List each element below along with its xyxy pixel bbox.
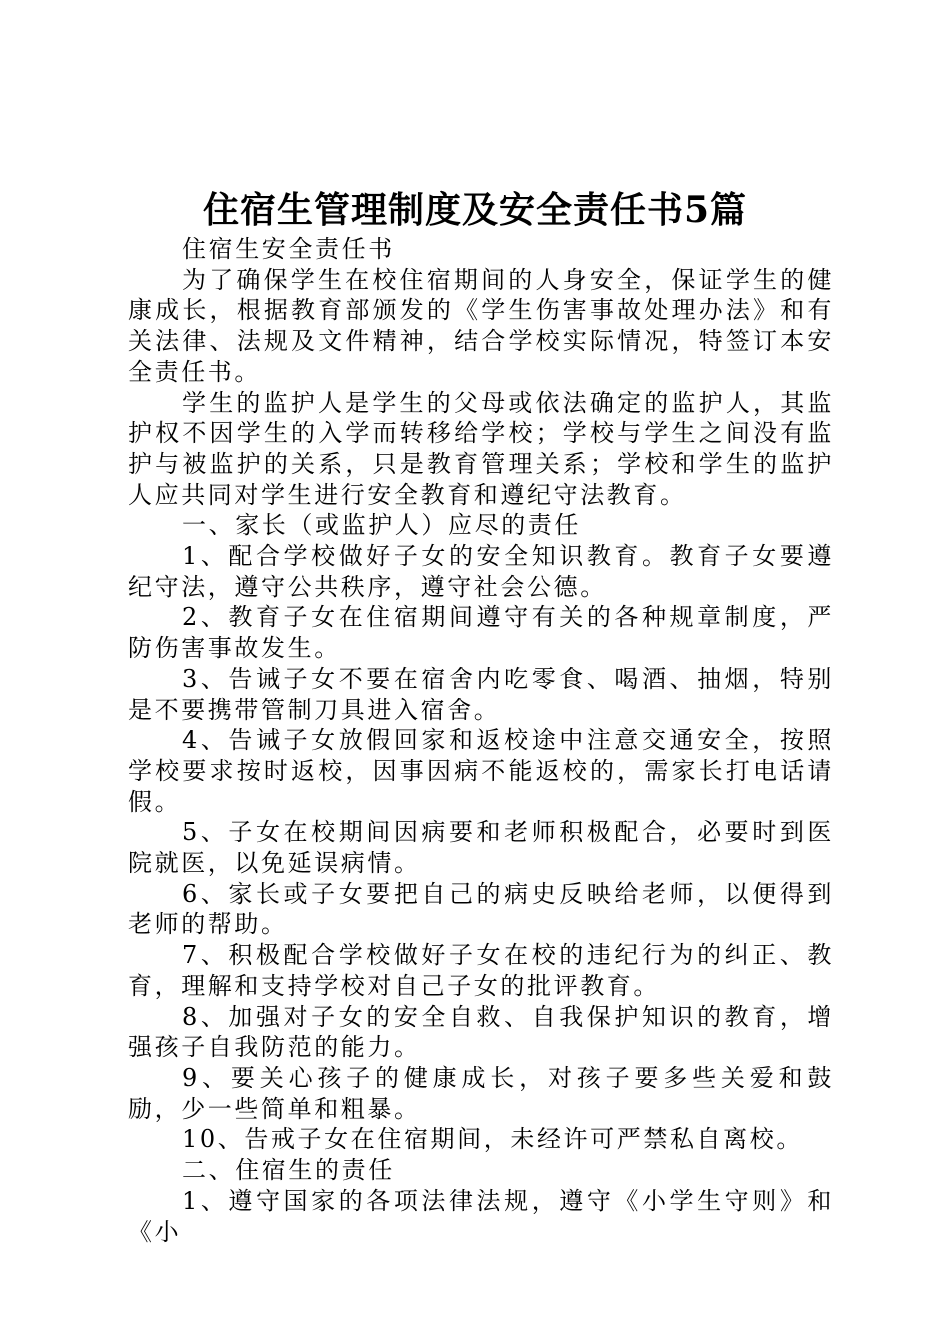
list-item: 4、告诫子女放假回家和返校途中注意交通安全，按照学校要求按时返校，因事因病不能返校的，需家长打电话请假。 — [128, 726, 834, 816]
list-item: 3、告诫子女不要在宿舍内吃零食、喝酒、抽烟，特别是不要携带管制刀具进入宿舍。 — [128, 664, 834, 724]
list-item: 5、子女在校期间因病要和老师积极配合，必要时到医院就医，以免延误病情。 — [128, 818, 834, 878]
list-item: 10、告戒子女在住宿期间，未经许可严禁私自离校。 — [182, 1125, 803, 1154]
section-heading: 住宿生安全责任书 — [182, 235, 395, 263]
list-item: 2、教育子女在住宿期间遵守有关的各种规章制度，严防伤害事故发生。 — [128, 603, 834, 663]
list-item: 9、要关心孩子的健康成长，对孩子要多些关爱和鼓励，少一些简单和粗暴。 — [128, 1063, 834, 1123]
list-item: 7、积极配合学校做好子女在校的违纪行为的纠正、教育，理解和支持学校对自己子女的批评教育。 — [128, 941, 834, 1000]
list-item: 6、家长或子女要把自己的病史反映给老师，以便得到老师的帮助。 — [128, 879, 834, 939]
list-item: 1、配合学校做好子女的安全知识教育。教育子女要遵纪守法，遵守公共秩序，遵守社会公德。 — [128, 542, 834, 601]
document-body — [128, 234, 834, 1247]
list-item: 1、遵守国家的各项法律法规，遵守《小学生守则》和《小 — [128, 1186, 834, 1246]
list-item: 8、加强对子女的安全自救、自我保护知识的教育，增强孩子自我防范的能力。 — [128, 1002, 834, 1062]
section-heading-parents: 一、家长（或监护人）应尽的责任 — [182, 511, 581, 540]
document-title: 住宿生管理制度及安全责任书5篇 — [202, 189, 748, 231]
guardian-paragraph: 学生的监护人是学生的父母或依法确定的监护人，其监护权不因学生的入学而转移给学校；学校与学生之间没有监护与被监护的关系，只是教育管理关系；学校和学生的监护人应共同对学生进行安全教育和遵纪守法教育。 — [128, 388, 834, 509]
section-heading-students: 二、住宿生的责任 — [182, 1156, 395, 1185]
intro-paragraph: 为了确保学生在校住宿期间的人身安全，保证学生的健康成长，根据教育部颁发的《学生伤害事故处理办法》和有关法律、法规及文件精神，结合学校实际情况，特签订本安全责任书。 — [128, 265, 834, 386]
